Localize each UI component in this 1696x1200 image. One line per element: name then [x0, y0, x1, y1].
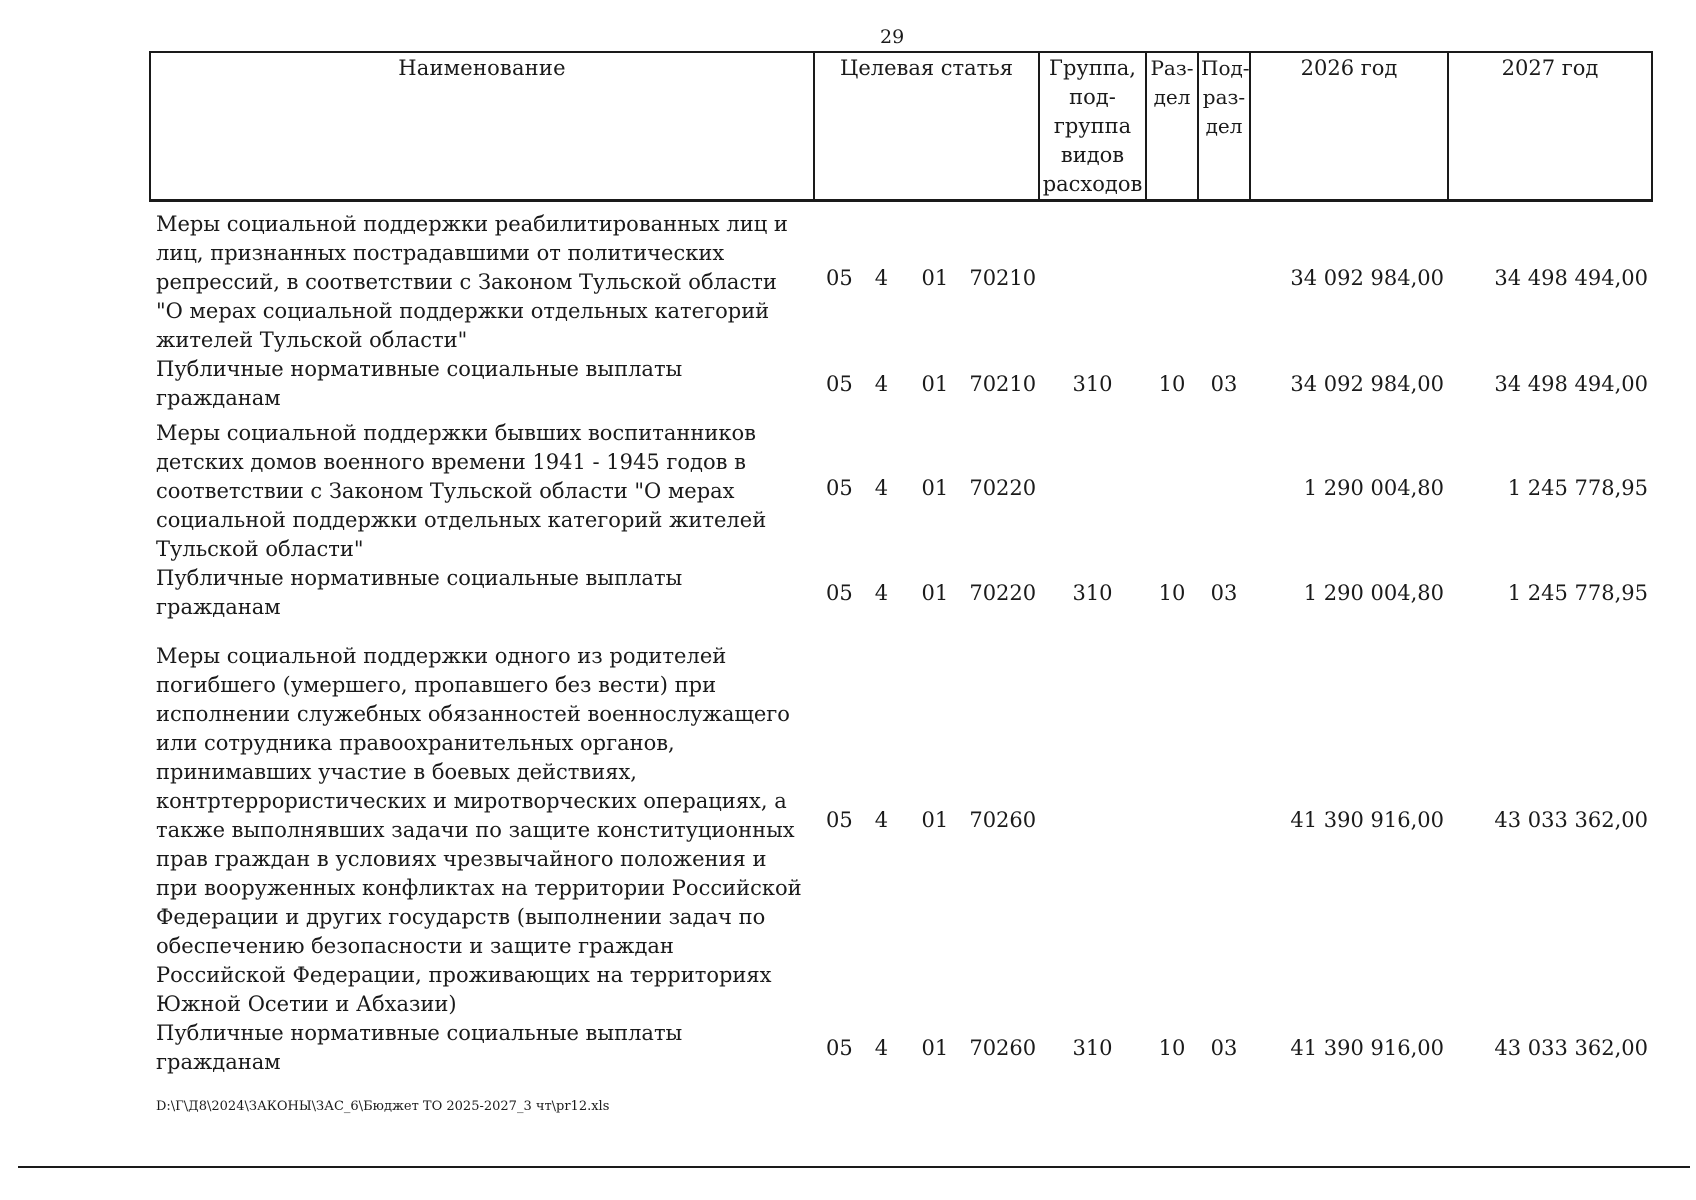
code-direction: 70260 [969, 1035, 1037, 1060]
row-name: Меры социальной поддержки реабилитированных лиц и лиц, признанных пострадавшими от политических репрессий, в соответствии с Законом Тульской области "О мерах социальной поддержки отдельных категорий жителей Тульской области" [156, 212, 788, 352]
code-program: 05 [826, 476, 853, 500]
header-target-article: Целевая статья [814, 52, 1039, 201]
row-amount-2026: 41 390 916,00 [1290, 808, 1444, 832]
code-event: 01 [921, 266, 949, 290]
header-subsection [1198, 52, 1250, 201]
header-subsection-line: дел [1205, 114, 1243, 138]
bottom-divider [18, 1166, 1690, 1168]
header-group [1039, 52, 1146, 201]
row-subsection: 03 [1210, 1035, 1238, 1060]
table-row [150, 355, 1652, 413]
row-section [1146, 622, 1198, 1019]
row-target-article [814, 413, 1039, 564]
header-group-line: Группа, [1049, 56, 1136, 80]
header-name: Наименование [150, 52, 814, 201]
row-amount-2026: 1 290 004,80 [1303, 476, 1444, 500]
row-name: Публичные нормативные социальные выплаты гражданам [156, 357, 683, 410]
row-amount-2027: 43 033 362,00 [1494, 808, 1648, 832]
row-amount-2026: 34 092 984,00 [1290, 266, 1444, 290]
header-group-line: видов [1060, 143, 1125, 167]
code-program: 05 [826, 808, 853, 832]
code-event: 01 [921, 580, 949, 605]
row-target-article [814, 355, 1039, 413]
row-amount-2027: 34 498 494,00 [1494, 266, 1648, 290]
row-amount-2027: 43 033 362,00 [1494, 1035, 1648, 1060]
row-section: 10 [1158, 580, 1186, 605]
row-group [1039, 201, 1146, 356]
code-subprogram: 4 [874, 371, 889, 396]
row-amount-2027: 34 498 494,00 [1494, 371, 1648, 396]
code-event: 01 [921, 476, 949, 500]
budget-table-container [149, 51, 1651, 1077]
header-year-2026: 2026 год [1250, 52, 1448, 201]
table-row [150, 564, 1652, 622]
header-group-line: группа [1053, 114, 1132, 138]
file-path-footer: D:\Г\Д8\2024\ЗАКОНЫ\ЗАС_6\Бюджет ТО 2025-2027_3 чт\pr12.xls [156, 1099, 610, 1114]
header-section [1146, 52, 1198, 201]
row-section: 10 [1158, 1035, 1186, 1060]
budget-table [149, 51, 1653, 1077]
row-amount-2026: 1 290 004,80 [1303, 580, 1444, 605]
page-number: 29 [880, 26, 905, 48]
code-program: 05 [826, 371, 853, 396]
row-name: Меры социальной поддержки одного из родителей погибшего (умершего, пропавшего без вести) при исполнении служебных обязанностей военнослужащего или сотрудника правоохранительных органов, принимавших участие в боевых действиях, контртеррористических и миротворческих операциях, а также выполнявших задачи по защите конституционных прав граждан в условиях чрезвычайного положения и при вооруженных конфликтах на территории Российской Федерации и других государств (выполнении задач по обеспечению безопасности и защите граждан Российской Федерации, проживающих на территориях Южной Осетии и Абхазии) [156, 644, 802, 1016]
header-group-line: расходов [1042, 172, 1143, 196]
row-name: Публичные нормативные социальные выплаты гражданам [156, 566, 683, 619]
table-row [150, 1019, 1652, 1077]
header-group-line: под- [1069, 85, 1116, 109]
code-direction: 70210 [969, 266, 1037, 290]
code-subprogram: 4 [874, 476, 889, 500]
code-subprogram: 4 [874, 1035, 889, 1060]
row-subsection: 03 [1210, 580, 1238, 605]
code-direction: 70210 [969, 371, 1037, 396]
row-name: Публичные нормативные социальные выплаты гражданам [156, 1021, 683, 1074]
header-year-2027: 2027 год [1448, 52, 1652, 201]
row-subsection [1198, 413, 1250, 564]
table-row [150, 413, 1652, 564]
row-section: 10 [1158, 371, 1186, 396]
row-target-article [814, 564, 1039, 622]
row-amount-2026: 41 390 916,00 [1290, 1035, 1444, 1060]
code-program: 05 [826, 580, 853, 605]
row-target-article [814, 1019, 1039, 1077]
row-group [1039, 622, 1146, 1019]
code-program: 05 [826, 1035, 853, 1060]
table-row [150, 201, 1652, 356]
header-subsection-line: раз- [1202, 85, 1246, 109]
code-subprogram: 4 [874, 808, 889, 832]
row-name: Меры социальной поддержки бывших воспитанников детских домов военного времени 1941 - 1945 годов в соответствии с Законом Тульской области "О мерах социальной поддержки отдельных категорий жителей Тульской области" [156, 421, 767, 561]
row-group: 310 [1072, 1035, 1113, 1060]
code-program: 05 [826, 266, 853, 290]
code-direction: 70260 [969, 808, 1037, 832]
row-section [1146, 413, 1198, 564]
row-target-article [814, 201, 1039, 356]
row-subsection: 03 [1210, 371, 1238, 396]
row-group [1039, 413, 1146, 564]
row-subsection [1198, 201, 1250, 356]
code-event: 01 [921, 1035, 949, 1060]
row-amount-2026: 34 092 984,00 [1290, 371, 1444, 396]
code-direction: 70220 [969, 476, 1037, 500]
header-section-line: дел [1153, 85, 1191, 109]
row-group: 310 [1072, 580, 1113, 605]
code-direction: 70220 [969, 580, 1037, 605]
table-row [150, 622, 1652, 1019]
row-target-article [814, 622, 1039, 1019]
header-section-line: Раз- [1150, 56, 1194, 80]
code-event: 01 [921, 371, 949, 396]
code-event: 01 [921, 808, 949, 832]
row-section [1146, 201, 1198, 356]
row-group: 310 [1072, 371, 1113, 396]
code-subprogram: 4 [874, 580, 889, 605]
header-subsection-line: Под- [1201, 56, 1250, 80]
code-subprogram: 4 [874, 266, 889, 290]
row-amount-2027: 1 245 778,95 [1507, 476, 1648, 500]
row-subsection [1198, 622, 1250, 1019]
header-row [150, 52, 1652, 201]
row-amount-2027: 1 245 778,95 [1507, 580, 1648, 605]
